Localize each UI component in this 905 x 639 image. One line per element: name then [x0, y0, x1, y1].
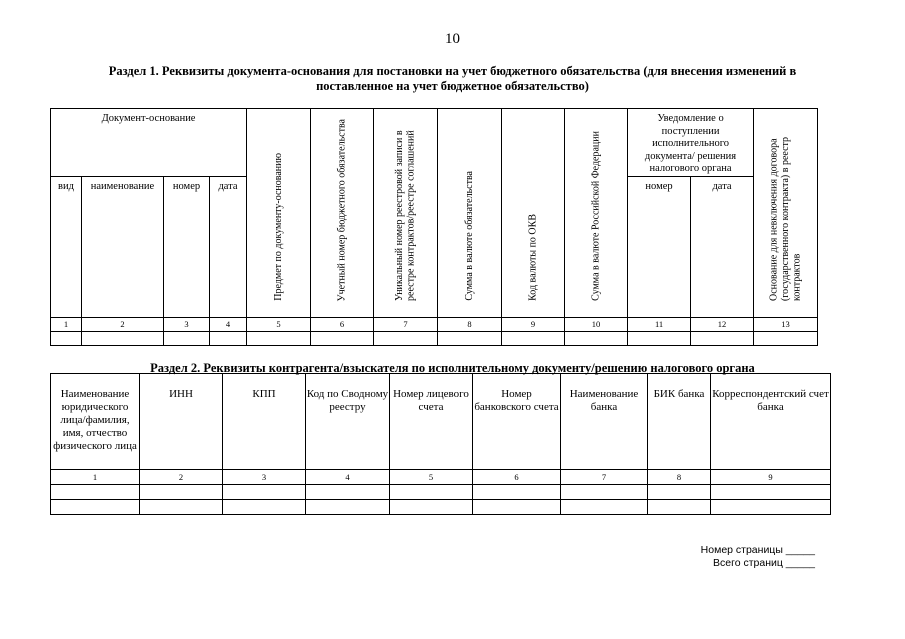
total-pages-field: Всего страниц _____: [713, 557, 815, 569]
col-number: 3: [223, 470, 306, 485]
empty-cell: [438, 331, 502, 345]
empty-cell: [390, 485, 473, 500]
empty-cell: [390, 500, 473, 515]
notice-date-header: дата: [691, 176, 754, 317]
col-number: 3: [164, 317, 210, 331]
empty-cell: [648, 485, 711, 500]
bank-name-header: Наименование банка: [561, 374, 648, 470]
empty-cell: [223, 485, 306, 500]
registry-code-header: Код по Сводному реестру: [306, 374, 390, 470]
empty-cell: [140, 500, 223, 515]
counterparty-name-header: Наименование юридического лица/фамилия, имя, отчество физического лица: [51, 374, 140, 470]
empty-cell: [502, 331, 565, 345]
section1-title: Раздел 1. Реквизиты документа-основания для постановки на учет бюджетного обязательства (для внесения изменений в поставленное на учет бюджетное обязательство): [108, 64, 797, 93]
subject-header: Предмет по документу-основанию: [247, 109, 311, 318]
col-number: 5: [390, 470, 473, 485]
notice-header: Уведомление о поступлении исполнительного документа/ решения налогового органа: [628, 109, 754, 177]
empty-cell: [51, 331, 82, 345]
empty-cell: [565, 331, 628, 345]
col-number: 9: [711, 470, 831, 485]
doc-basis-header: Документ-основание: [51, 109, 247, 177]
doc-date-header: дата: [210, 176, 247, 317]
obligation-number-header: Учетный номер бюджетного обязательства: [311, 109, 374, 318]
inn-header: ИНН: [140, 374, 223, 470]
col-number: 2: [82, 317, 164, 331]
col-number: 4: [306, 470, 390, 485]
amount-currency-header: Сумма в валюте обязательства: [438, 109, 502, 318]
col-number: 7: [561, 470, 648, 485]
bik-header: БИК банка: [648, 374, 711, 470]
section2-number-row: [51, 470, 831, 485]
col-number: 8: [648, 470, 711, 485]
col-number: 8: [438, 317, 502, 331]
section2-table: [50, 373, 831, 515]
empty-cell: [711, 500, 831, 515]
empty-cell: [691, 331, 754, 345]
col-number: 11: [628, 317, 691, 331]
doc-type-header: вид: [51, 176, 82, 317]
empty-cell: [374, 331, 438, 345]
empty-cell: [561, 500, 648, 515]
corr-account-header: Корреспондентский счет банка: [711, 374, 831, 470]
section2-title: Раздел 2. Реквизиты контрагента/взыскателя по исполнительному документу/решению налогового органа: [150, 361, 755, 375]
empty-cell: [51, 500, 140, 515]
personal-account-header: Номер лицевого счета: [390, 374, 473, 470]
doc-number-header: номер: [164, 176, 210, 317]
empty-cell: [164, 331, 210, 345]
kpp-header: КПП: [223, 374, 306, 470]
col-number: 12: [691, 317, 754, 331]
section1-data-row: [51, 331, 818, 345]
empty-cell: [561, 485, 648, 500]
empty-cell: [473, 500, 561, 515]
empty-cell: [711, 485, 831, 500]
section2-data-row: [51, 485, 831, 500]
empty-cell: [473, 485, 561, 500]
empty-cell: [648, 500, 711, 515]
page-number: 10: [445, 31, 460, 47]
exclusion-basis-header: Основание для невключения договора (государственного контракта) в реестр контрактов: [754, 109, 818, 318]
col-number: 13: [754, 317, 818, 331]
amount-rub-header: Сумма в валюте Российской Федерации: [565, 109, 628, 318]
col-number: 6: [473, 470, 561, 485]
doc-name-header: наименование: [82, 176, 164, 317]
col-number: 4: [210, 317, 247, 331]
empty-cell: [754, 331, 818, 345]
empty-cell: [210, 331, 247, 345]
currency-code-header: Код валюты по ОКВ: [502, 109, 565, 318]
bank-account-header: Номер банковского счета: [473, 374, 561, 470]
registry-number-header: Уникальный номер реестровой записи в реестре контрактов/реестре соглашений: [374, 109, 438, 318]
empty-cell: [306, 485, 390, 500]
empty-cell: [82, 331, 164, 345]
col-number: 6: [311, 317, 374, 331]
empty-cell: [306, 500, 390, 515]
empty-cell: [140, 485, 223, 500]
empty-cell: [628, 331, 691, 345]
notice-number-header: номер: [628, 176, 691, 317]
empty-cell: [223, 500, 306, 515]
page-number-field: Номер страницы _____: [700, 544, 815, 556]
col-number: 1: [51, 470, 140, 485]
empty-cell: [51, 485, 140, 500]
col-number: 10: [565, 317, 628, 331]
section2-data-row: [51, 500, 831, 515]
section1-number-row: [51, 317, 818, 331]
col-number: 9: [502, 317, 565, 331]
col-number: 7: [374, 317, 438, 331]
empty-cell: [247, 331, 311, 345]
empty-cell: [311, 331, 374, 345]
col-number: 1: [51, 317, 82, 331]
section1-table: [50, 108, 818, 346]
page-footer: [701, 544, 815, 570]
col-number: 5: [247, 317, 311, 331]
col-number: 2: [140, 470, 223, 485]
